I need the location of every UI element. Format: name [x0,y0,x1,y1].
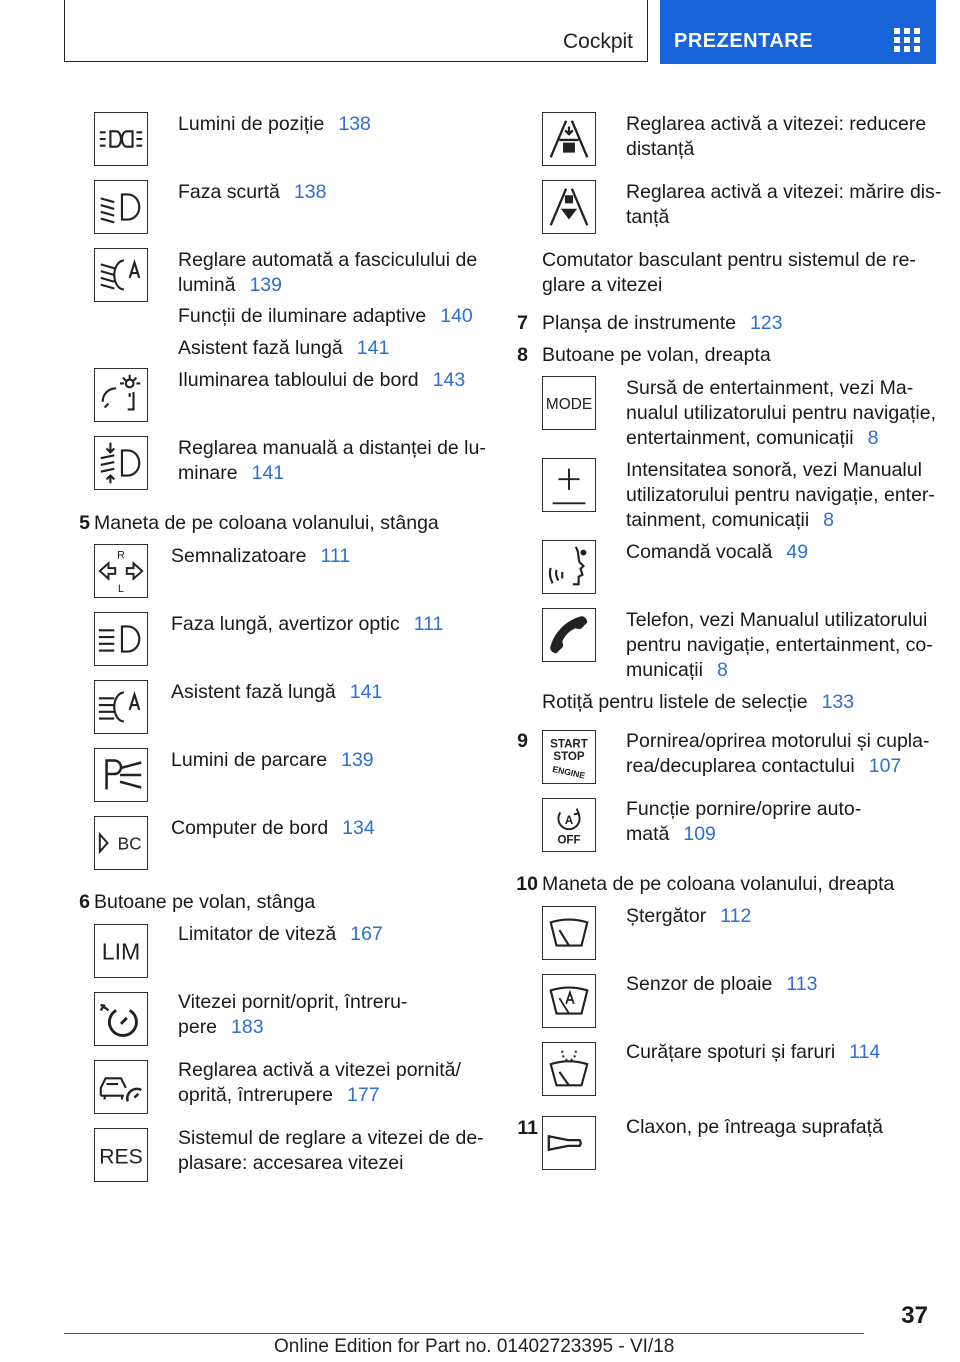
page-ref[interactable]: 143 [432,369,466,391]
section-number: 10 [516,873,538,895]
voice-command-icon [542,540,596,594]
svg-text:START: START [550,738,588,751]
item-text: Curățare spoturi și faruri 114 [626,1041,881,1063]
section-number: 11 [517,1117,538,1139]
item-text: Pornirea/oprirea motorului și cupla- rea/decuplarea contactului 107 [626,730,930,777]
horn-icon [542,1116,596,1170]
item-text: Asistent fază lungă 141 [178,337,390,359]
section-number: 7 [517,312,528,334]
page-ref[interactable]: 123 [750,312,783,334]
item-text: Semnalizatoare 111 [171,545,351,567]
svg-text:OFF: OFF [557,834,581,847]
page-ref[interactable]: 8 [716,659,728,681]
page-number: 37 [901,1302,928,1329]
section-title: Butoane pe volan, dreapta [542,344,771,366]
svg-text:STOP: STOP [553,750,585,763]
section-number: 6 [79,891,90,913]
item-text: Comandă vocală 49 [626,541,809,563]
item-text: Faza scurtă 138 [178,181,327,203]
onboard-computer-icon [94,816,148,870]
headlight-range-icon [94,436,148,490]
svg-text:L: L [118,583,124,596]
item-text: Faza lungă, avertizor optic 111 [171,613,444,635]
section-title: Maneta de pe coloana volanului, dreapta [542,873,895,895]
item-text: Limitator de viteză 167 [178,923,383,945]
item-text: Ștergător 112 [626,905,752,927]
item-text: Senzor de ploaie 113 [626,973,818,995]
item-text: Sistemul de reglare a vitezei de de- plasare: accesarea vitezei [178,1127,484,1174]
page-ref[interactable]: 141 [349,681,383,703]
page-ref[interactable]: 8 [823,509,835,531]
item-text: Telefon, vezi Manualul utilizatorului pentru navigație, entertainment, co- municații 8 [626,609,933,681]
section-number: 5 [79,512,90,534]
section-title: Cockpit [562,30,633,53]
svg-text:RES: RES [99,1145,143,1169]
item-text: Sursă de entertainment, vezi Ma- nualul utilizatorului pentru navigație, entertainment, comunicații 8 [626,377,937,449]
item-text: Comutator basculant pentru sistemul de re- glare a vitezei [542,249,916,296]
svg-text:A: A [564,815,574,828]
page-ref[interactable]: 8 [867,427,879,449]
page-ref[interactable]: 111 [320,545,351,567]
low-beam-icon [94,180,148,234]
page-ref[interactable]: 133 [821,691,855,713]
page-ref[interactable]: 138 [293,181,327,203]
page-ref[interactable]: 113 [786,973,818,995]
res-icon [94,1128,148,1182]
page-ref[interactable]: 139 [249,274,282,296]
chapter-title: PREZENTARE [674,30,814,52]
page-ref[interactable]: 141 [251,462,285,484]
distance-decrease-icon [542,112,596,166]
page-ref[interactable]: 134 [342,817,375,839]
section-number: 8 [517,344,528,366]
item-text: Funcții de iluminare adaptive 140 [178,305,473,327]
washer-icon [542,1042,596,1096]
svg-text:ENGINE: ENGINE [551,763,587,781]
page-ref[interactable]: 49 [786,541,809,563]
item-text: Reglarea activă a vitezei: reducere distanță [626,113,927,160]
section-number: 9 [517,730,528,752]
item-text: Reglarea activă a vitezei pornită/ oprită, întrerupere 177 [178,1059,461,1106]
svg-text:BC: BC [117,833,142,854]
footer [64,1333,864,1357]
svg-text:R: R [117,549,125,562]
section-tab[interactable] [64,0,648,62]
item-text: Claxon, pe întreaga suprafață [626,1116,883,1138]
auto-start-stop-icon [542,798,596,852]
page-ref[interactable]: 114 [849,1041,881,1063]
page-ref[interactable]: 109 [683,823,716,845]
page-ref[interactable]: 107 [868,755,902,777]
item-text: Vitezei pornit/oprit, întreru- pere 183 [178,991,408,1038]
item-text: Lumini de parcare 139 [171,749,374,771]
item-text: Iluminarea tabloului de bord 143 [178,369,466,391]
turn-signal-icon [94,544,148,598]
page-ref[interactable]: 111 [413,613,444,635]
svg-text:MODE: MODE [545,395,593,413]
parking-light-icon [94,748,148,802]
high-beam-assist-icon [94,680,148,734]
active-cruise-icon [94,1060,148,1114]
item-text: Intensitatea sonoră, vezi Manualul utilizatorului pentru navigație, enter- tainment, comunicații 8 [626,459,935,531]
section-title: Maneta de pe coloana volanului, stânga [94,512,439,534]
instrument-lighting-icon [94,368,148,422]
svg-text:LIM: LIM [101,938,141,965]
section-title: Planșa de instrumente 123 [542,312,783,334]
lim-icon [94,924,148,978]
item-text: Computer de bord 134 [171,817,375,839]
page-ref[interactable]: 183 [231,1016,264,1038]
high-beam-icon [94,612,148,666]
wiper-icon [542,906,596,960]
chapter-tab[interactable] [660,0,936,64]
item-text: Funcție pornire/oprire auto- mată 109 [626,798,862,845]
item-text: Reglarea manuală a distanței de lu- minare 141 [178,437,486,484]
page-ref[interactable]: 139 [341,749,374,771]
start-stop-icon [542,730,596,784]
page-ref[interactable]: 112 [720,905,752,927]
parking-lights-icon [94,112,148,166]
item-text: Reglare automată a fasciculului de lumină 139 [178,249,478,296]
item-text: Lumini de poziție 138 [178,113,371,135]
footer-text: Online Edition for Part no. 01402723395 - VI/18 [274,1336,675,1357]
volume-icon [542,458,596,512]
rain-sensor-icon [542,974,596,1028]
page-ref[interactable]: 141 [356,337,390,359]
mode-icon [542,376,596,430]
page-ref[interactable]: 138 [338,113,371,135]
page-ref[interactable]: 177 [347,1084,380,1106]
item-text: Reglarea activă a vitezei: mărire dis- tanță [626,181,942,228]
page-ref[interactable]: 167 [350,923,383,945]
phone-icon [542,608,596,662]
page-ref[interactable]: 140 [440,305,473,327]
auto-headlight-icon [94,248,148,302]
section-title: Butoane pe volan, stânga [94,891,316,913]
item-text: Rotiță pentru listele de selecție 133 [542,691,855,713]
cruise-on-off-icon [94,992,148,1046]
grid-menu-icon[interactable] [894,28,920,52]
distance-increase-icon [542,180,596,234]
item-text: Asistent fază lungă 141 [171,681,383,703]
page-header [64,0,936,64]
